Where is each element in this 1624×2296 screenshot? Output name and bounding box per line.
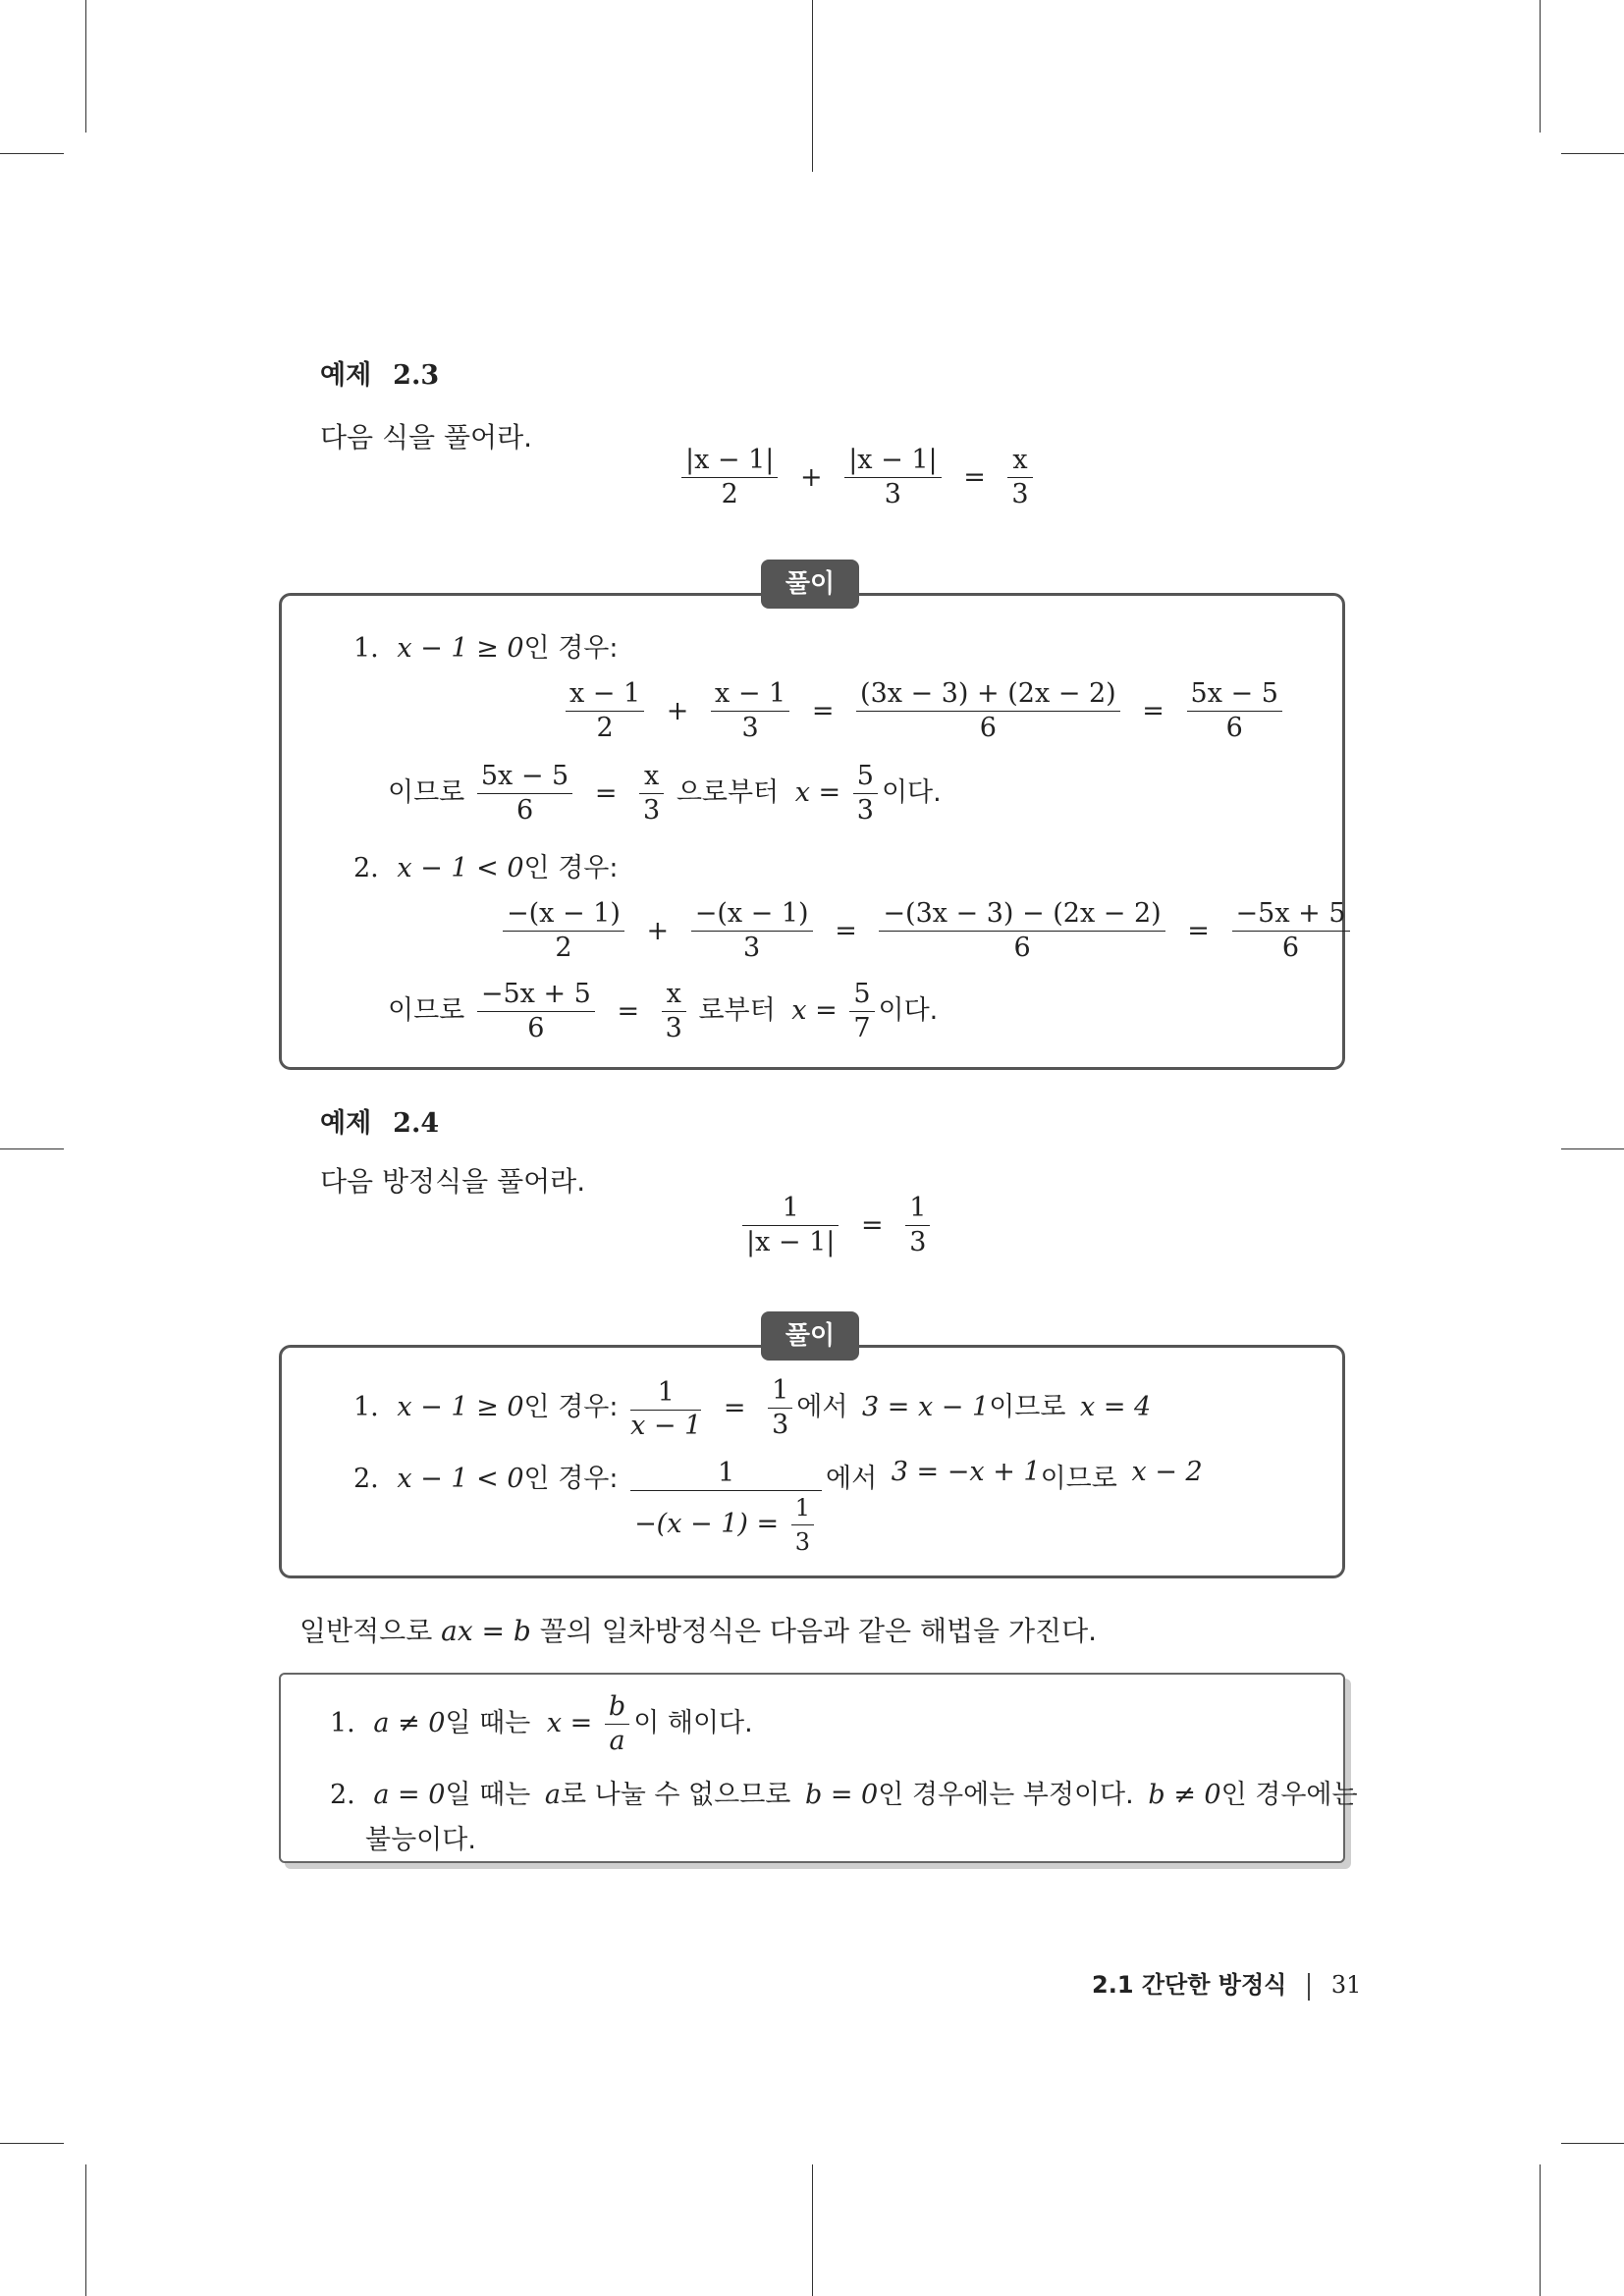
- crop-mark: [0, 2143, 64, 2144]
- crop-mark: [0, 153, 64, 154]
- example-title: [320, 353, 439, 392]
- crop-mark: [1561, 153, 1624, 154]
- crop-mark: [0, 1148, 64, 1149]
- case-2-equation: $\frac{-(x - 1)}{2}$ + $\frac{-(x - 1)}{3}$ = $\frac{-(3x - 3) - (2x - 2)}{6}$ = $\frac{-5x + 5}{6}$: [499, 897, 1354, 965]
- summary-item-1: 1. a ≠ 0일 때는 x = $\frac{b}{a}$ 이 해이다.: [330, 1691, 753, 1756]
- crop-mark: [1561, 1148, 1624, 1149]
- example-equation: $\frac{1}{|x - 1|}$ = $\frac{1}{3}$: [738, 1192, 934, 1259]
- section-title: 2.1 간단한 방정식: [1092, 1971, 1287, 1999]
- case-1-equation: $\frac{x - 1}{2}$ + $\frac{x - 1}{3}$ = $\frac{(3x - 3) + (2x - 2)}{6}$ = $\frac{5x - 5}{6}$: [562, 677, 1286, 745]
- case-1-line: 1. x − 1 ≥ 0인 경우: $\frac{1}{x - 1}$ = $\frac{1}{3}$ 에서 3 = x − 1이므로 x = 4: [353, 1375, 1152, 1441]
- example-instruction: 다음 식을 풀어라.: [320, 421, 533, 454]
- example-instruction: 다음 방정식을 풀어라.: [320, 1165, 586, 1198]
- crop-mark: [1540, 2164, 1541, 2296]
- example-number: 2.4: [393, 1108, 440, 1139]
- case-1-conclusion: 이므로 $\frac{5x - 5}{6}$ = $\frac{x}{3}$ 으로부터 x = $\frac{5}{3}$ 이다.: [388, 761, 942, 826]
- case-1-heading: 1. x − 1 ≥ 0인 경우:: [353, 633, 619, 664]
- example-label: 예제: [320, 360, 372, 391]
- case-2-conclusion: 이므로 $\frac{-5x + 5}{6}$ = $\frac{x}{3}$ 로부터 x = $\frac{5}{7}$ 이다.: [388, 979, 939, 1043]
- solution-tab: 풀이: [761, 1311, 859, 1361]
- example-title: [320, 1101, 439, 1140]
- case-2-line: 2. x − 1 < 0인 경우: 1 −(x − 1) = $\frac{1}{3}$ 에서 3 = −x + 1이므로 x − 2: [353, 1457, 1203, 1556]
- summary-item-2: 2. a = 0일 때는 a로 나눌 수 없으므로 b = 0인 경우에는 부정이다. b ≠ 0인 경우에는: [330, 1780, 1358, 1810]
- page-footer: [1092, 1965, 1361, 2001]
- page-number: 31: [1330, 1971, 1362, 1999]
- crop-mark: [812, 2164, 813, 2296]
- crop-mark: [1561, 2143, 1624, 2144]
- example-equation: $\frac{|x - 1|}{2}$ + $\frac{|x - 1|}{3}$ = $\frac{x}{3}$: [677, 444, 1037, 511]
- case-2-heading: 2. x − 1 < 0인 경우:: [353, 853, 619, 883]
- crop-mark: [85, 0, 86, 133]
- footer-divider: [1308, 1973, 1310, 2001]
- crop-mark: [85, 2164, 86, 2296]
- summary-item-2-continued: 불능이다.: [365, 1825, 476, 1855]
- solution-tab: 풀이: [761, 560, 859, 609]
- example-label: 예제: [320, 1108, 372, 1139]
- crop-mark: [1540, 0, 1541, 133]
- crop-mark: [812, 0, 813, 172]
- general-statement: 일반적으로 ax = b 꼴의 일차방정식은 다음과 같은 해법을 가진다.: [299, 1615, 1098, 1647]
- example-number: 2.3: [393, 360, 440, 391]
